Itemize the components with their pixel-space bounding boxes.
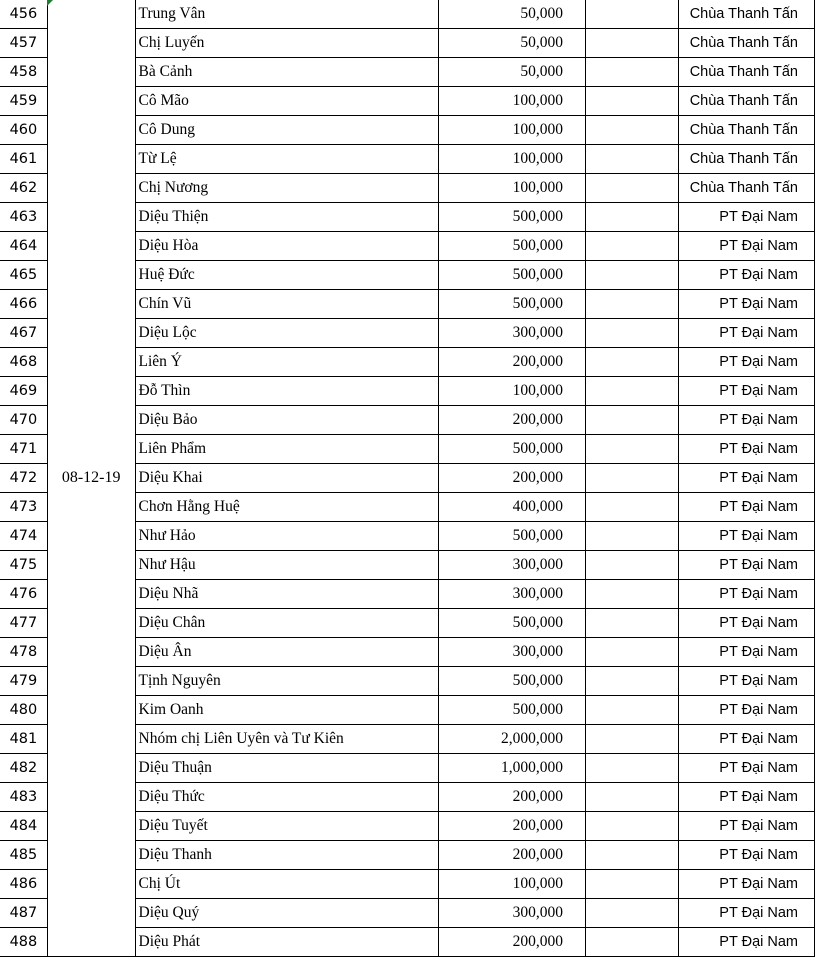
donor-name-cell[interactable]: Diệu Ân — [135, 638, 438, 667]
donor-name-cell[interactable]: Chị Út — [135, 870, 438, 899]
empty-cell[interactable] — [585, 174, 678, 203]
row-number-cell[interactable]: 478 — [0, 638, 47, 667]
amount-cell[interactable]: 100,000 — [438, 174, 585, 203]
amount-cell[interactable]: 200,000 — [438, 812, 585, 841]
note-cell[interactable]: PT Đại Nam — [679, 609, 815, 638]
amount-cell[interactable]: 1,000,000 — [438, 754, 585, 783]
empty-cell[interactable] — [585, 841, 678, 870]
row-number-cell[interactable]: 483 — [0, 783, 47, 812]
row-number-cell[interactable]: 465 — [0, 261, 47, 290]
row-number-cell[interactable]: 458 — [0, 58, 47, 87]
amount-cell[interactable]: 300,000 — [438, 319, 585, 348]
empty-cell[interactable] — [585, 145, 678, 174]
row-number-cell[interactable]: 466 — [0, 290, 47, 319]
donor-name-cell[interactable]: Diệu Thanh — [135, 841, 438, 870]
empty-cell[interactable] — [585, 551, 678, 580]
amount-cell[interactable]: 500,000 — [438, 232, 585, 261]
note-cell[interactable]: PT Đại Nam — [679, 899, 815, 928]
amount-cell[interactable]: 200,000 — [438, 406, 585, 435]
row-number-cell[interactable]: 459 — [0, 87, 47, 116]
donor-name-cell[interactable]: Chị Nương — [135, 174, 438, 203]
empty-cell[interactable] — [585, 928, 678, 957]
amount-cell[interactable]: 200,000 — [438, 464, 585, 493]
empty-cell[interactable] — [585, 232, 678, 261]
donor-name-cell[interactable]: Diệu Thiện — [135, 203, 438, 232]
donor-name-cell[interactable]: Diệu Thức — [135, 783, 438, 812]
row-number-cell[interactable]: 481 — [0, 725, 47, 754]
donor-name-cell[interactable]: Cô Dung — [135, 116, 438, 145]
donor-name-cell[interactable]: Đỗ Thìn — [135, 377, 438, 406]
amount-cell[interactable]: 200,000 — [438, 348, 585, 377]
donor-name-cell[interactable]: Từ Lệ — [135, 145, 438, 174]
donor-name-cell[interactable]: Bà Cảnh — [135, 58, 438, 87]
note-cell[interactable]: PT Đại Nam — [679, 319, 815, 348]
note-cell[interactable]: Chùa Thanh Tấn — [679, 145, 815, 174]
donor-name-cell[interactable]: Diệu Nhã — [135, 580, 438, 609]
empty-cell[interactable] — [585, 29, 678, 58]
note-cell[interactable]: PT Đại Nam — [679, 348, 815, 377]
donor-name-cell[interactable]: Diệu Chân — [135, 609, 438, 638]
empty-cell[interactable] — [585, 435, 678, 464]
amount-cell[interactable]: 100,000 — [438, 145, 585, 174]
donor-name-cell[interactable]: Diệu Bảo — [135, 406, 438, 435]
empty-cell[interactable] — [585, 870, 678, 899]
donor-name-cell[interactable]: Như Hậu — [135, 551, 438, 580]
donor-name-cell[interactable]: Diệu Tuyết — [135, 812, 438, 841]
donor-name-cell[interactable]: Diệu Phát — [135, 928, 438, 957]
note-cell[interactable]: PT Đại Nam — [679, 406, 815, 435]
empty-cell[interactable] — [585, 580, 678, 609]
row-number-cell[interactable]: 460 — [0, 116, 47, 145]
empty-cell[interactable] — [585, 667, 678, 696]
amount-cell[interactable]: 500,000 — [438, 290, 585, 319]
note-cell[interactable]: PT Đại Nam — [679, 696, 815, 725]
row-number-cell[interactable]: 462 — [0, 174, 47, 203]
amount-cell[interactable]: 300,000 — [438, 638, 585, 667]
amount-cell[interactable]: 500,000 — [438, 261, 585, 290]
donor-name-cell[interactable]: Huệ Đức — [135, 261, 438, 290]
amount-cell[interactable]: 500,000 — [438, 667, 585, 696]
note-cell[interactable]: PT Đại Nam — [679, 841, 815, 870]
amount-cell[interactable]: 200,000 — [438, 928, 585, 957]
note-cell[interactable]: PT Đại Nam — [679, 290, 815, 319]
donor-name-cell[interactable]: Chơn Hằng Huệ — [135, 493, 438, 522]
amount-cell[interactable]: 100,000 — [438, 87, 585, 116]
note-cell[interactable]: PT Đại Nam — [679, 754, 815, 783]
amount-cell[interactable]: 50,000 — [438, 0, 585, 29]
row-number-cell[interactable]: 468 — [0, 348, 47, 377]
note-cell[interactable]: PT Đại Nam — [679, 464, 815, 493]
note-cell[interactable]: PT Đại Nam — [679, 667, 815, 696]
row-number-cell[interactable]: 484 — [0, 812, 47, 841]
note-cell[interactable]: PT Đại Nam — [679, 203, 815, 232]
empty-cell[interactable] — [585, 377, 678, 406]
row-number-cell[interactable]: 476 — [0, 580, 47, 609]
donor-name-cell[interactable]: Cô Mão — [135, 87, 438, 116]
note-cell[interactable]: Chùa Thanh Tấn — [679, 29, 815, 58]
row-number-cell[interactable]: 469 — [0, 377, 47, 406]
empty-cell[interactable] — [585, 58, 678, 87]
donor-name-cell[interactable]: Diệu Hòa — [135, 232, 438, 261]
donor-name-cell[interactable]: Chị Luyến — [135, 29, 438, 58]
amount-cell[interactable]: 500,000 — [438, 696, 585, 725]
amount-cell[interactable]: 500,000 — [438, 522, 585, 551]
amount-cell[interactable]: 50,000 — [438, 29, 585, 58]
note-cell[interactable]: PT Đại Nam — [679, 783, 815, 812]
amount-cell[interactable]: 500,000 — [438, 435, 585, 464]
amount-cell[interactable]: 200,000 — [438, 783, 585, 812]
empty-cell[interactable] — [585, 116, 678, 145]
donor-name-cell[interactable]: Diệu Quý — [135, 899, 438, 928]
note-cell[interactable]: PT Đại Nam — [679, 522, 815, 551]
row-number-cell[interactable]: 485 — [0, 841, 47, 870]
row-number-cell[interactable]: 474 — [0, 522, 47, 551]
empty-cell[interactable] — [585, 493, 678, 522]
donor-name-cell[interactable]: Liên Ý — [135, 348, 438, 377]
amount-cell[interactable]: 300,000 — [438, 899, 585, 928]
note-cell[interactable]: PT Đại Nam — [679, 551, 815, 580]
note-cell[interactable]: PT Đại Nam — [679, 725, 815, 754]
note-cell[interactable]: PT Đại Nam — [679, 435, 815, 464]
note-cell[interactable]: Chùa Thanh Tấn — [679, 174, 815, 203]
amount-cell[interactable]: 100,000 — [438, 116, 585, 145]
note-cell[interactable]: Chùa Thanh Tấn — [679, 87, 815, 116]
donor-name-cell[interactable]: Kim Oanh — [135, 696, 438, 725]
empty-cell[interactable] — [585, 812, 678, 841]
empty-cell[interactable] — [585, 899, 678, 928]
empty-cell[interactable] — [585, 638, 678, 667]
note-cell[interactable]: PT Đại Nam — [679, 493, 815, 522]
donor-name-cell[interactable]: Liên Phẩm — [135, 435, 438, 464]
donor-name-cell[interactable]: Như Hảo — [135, 522, 438, 551]
row-number-cell[interactable]: 457 — [0, 29, 47, 58]
empty-cell[interactable] — [585, 290, 678, 319]
row-number-cell[interactable]: 480 — [0, 696, 47, 725]
empty-cell[interactable] — [585, 319, 678, 348]
amount-cell[interactable]: 200,000 — [438, 841, 585, 870]
row-number-cell[interactable]: 486 — [0, 870, 47, 899]
empty-cell[interactable] — [585, 754, 678, 783]
note-cell[interactable]: PT Đại Nam — [679, 812, 815, 841]
amount-cell[interactable]: 300,000 — [438, 580, 585, 609]
empty-cell[interactable] — [585, 261, 678, 290]
empty-cell[interactable] — [585, 87, 678, 116]
row-number-cell[interactable]: 475 — [0, 551, 47, 580]
note-cell[interactable]: PT Đại Nam — [679, 261, 815, 290]
empty-cell[interactable] — [585, 348, 678, 377]
note-cell[interactable]: PT Đại Nam — [679, 638, 815, 667]
empty-cell[interactable] — [585, 696, 678, 725]
row-number-cell[interactable]: 473 — [0, 493, 47, 522]
row-number-cell[interactable]: 467 — [0, 319, 47, 348]
note-cell[interactable]: Chùa Thanh Tấn — [679, 0, 815, 29]
row-number-cell[interactable]: 472 — [0, 464, 47, 493]
row-number-cell[interactable]: 470 — [0, 406, 47, 435]
amount-cell[interactable]: 300,000 — [438, 551, 585, 580]
row-number-cell[interactable]: 471 — [0, 435, 47, 464]
amount-cell[interactable]: 400,000 — [438, 493, 585, 522]
row-number-cell[interactable]: 488 — [0, 928, 47, 957]
empty-cell[interactable] — [585, 406, 678, 435]
empty-cell[interactable] — [585, 783, 678, 812]
amount-cell[interactable]: 500,000 — [438, 609, 585, 638]
amount-cell[interactable]: 500,000 — [438, 203, 585, 232]
row-number-cell[interactable]: 477 — [0, 609, 47, 638]
row-number-cell[interactable]: 456 — [0, 0, 47, 29]
cell-comment-marker — [47, 0, 53, 6]
donor-name-cell[interactable]: Trung Vân — [135, 0, 438, 29]
donor-name-cell[interactable]: Diệu Lộc — [135, 319, 438, 348]
row-number-cell[interactable]: 463 — [0, 203, 47, 232]
date-cell[interactable]: 08-12-19 — [47, 0, 135, 957]
note-cell[interactable]: Chùa Thanh Tấn — [679, 116, 815, 145]
note-cell[interactable]: PT Đại Nam — [679, 870, 815, 899]
note-cell[interactable]: PT Đại Nam — [679, 928, 815, 957]
row-number-cell[interactable]: 482 — [0, 754, 47, 783]
empty-cell[interactable] — [585, 522, 678, 551]
row-number-cell[interactable]: 487 — [0, 899, 47, 928]
table-row — [0, 0, 815, 29]
donor-name-cell[interactable]: Diệu Khai — [135, 464, 438, 493]
donor-name-cell[interactable]: Diệu Thuận — [135, 754, 438, 783]
empty-cell[interactable] — [585, 203, 678, 232]
donor-name-cell[interactable]: Tịnh Nguyên — [135, 667, 438, 696]
donor-name-cell[interactable]: Chín Vũ — [135, 290, 438, 319]
empty-cell[interactable] — [585, 609, 678, 638]
donor-name-cell[interactable]: Nhóm chị Liên Uyên và Tư Kiên — [135, 725, 438, 754]
note-cell[interactable]: PT Đại Nam — [679, 580, 815, 609]
amount-cell[interactable]: 2,000,000 — [438, 725, 585, 754]
note-cell[interactable]: PT Đại Nam — [679, 377, 815, 406]
amount-cell[interactable]: 100,000 — [438, 870, 585, 899]
empty-cell[interactable] — [585, 725, 678, 754]
row-number-cell[interactable]: 479 — [0, 667, 47, 696]
row-number-cell[interactable]: 461 — [0, 145, 47, 174]
empty-cell[interactable] — [585, 464, 678, 493]
row-number-cell[interactable]: 464 — [0, 232, 47, 261]
amount-cell[interactable]: 100,000 — [438, 377, 585, 406]
note-cell[interactable]: PT Đại Nam — [679, 232, 815, 261]
amount-cell[interactable]: 50,000 — [438, 58, 585, 87]
note-cell[interactable]: Chùa Thanh Tấn — [679, 58, 815, 87]
empty-cell[interactable] — [585, 0, 678, 29]
